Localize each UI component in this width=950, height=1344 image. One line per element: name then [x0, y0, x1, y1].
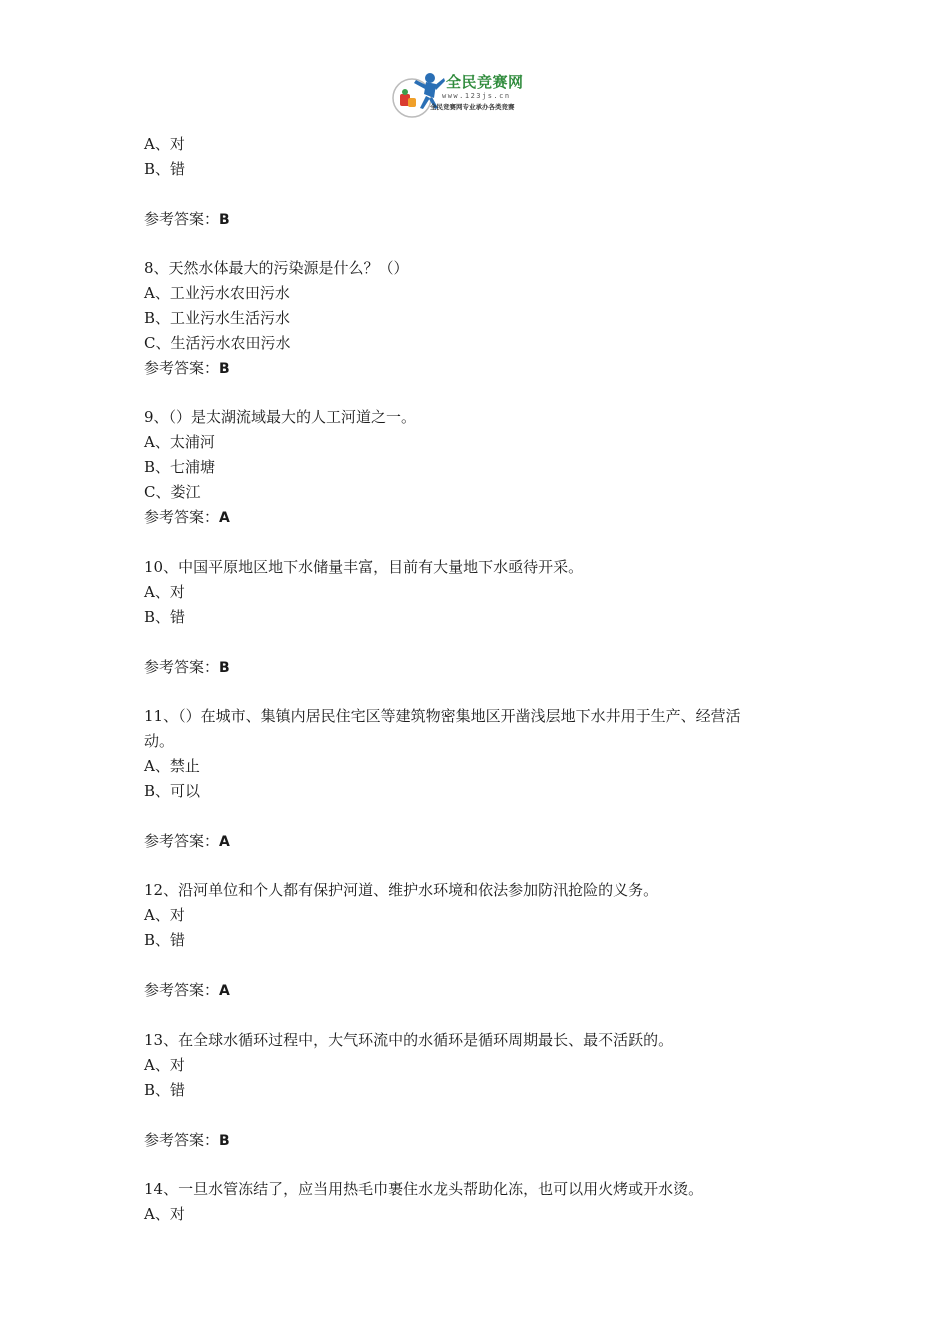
answer-label: 参考答案：: [144, 210, 220, 228]
site-logo: [390, 68, 540, 122]
q9-option-a: A、太浦河: [144, 433, 215, 451]
q11-option-b: B、可以: [144, 782, 201, 800]
q9-option-c: C、娄江: [144, 483, 201, 501]
answer-line: [144, 209, 230, 230]
q11-answer: [144, 831, 230, 852]
question-8: 8、天然水体最大的污染源是什么？（）: [144, 259, 409, 277]
question-11-line-1: 11、（）在城市、集镇内居民住宅区等建筑物密集地区开凿浅层地下水井用于生产、经营活: [144, 707, 741, 725]
question-9: 9、（）是太湖流域最大的人工河道之一。: [144, 408, 417, 426]
answer-label: 参考答案：: [144, 359, 220, 377]
q13-answer: [144, 1130, 230, 1151]
q8-option-a: A、工业污水农田污水: [144, 284, 290, 302]
answer-value: A: [219, 510, 230, 526]
q9-option-b: B、七浦塘: [144, 458, 216, 476]
question-11-line-2: 动。: [144, 732, 175, 750]
answer-value: B: [219, 361, 230, 377]
answer-label: 参考答案：: [144, 658, 220, 676]
question-13: 13、在全球水循环过程中，大气环流中的水循环是循环周期最长、最不活跃的。: [144, 1031, 674, 1049]
option-b: B、错: [144, 160, 186, 178]
answer-label: 参考答案：: [144, 1131, 220, 1149]
answer-label: 参考答案：: [144, 508, 220, 526]
answer-value: B: [219, 1133, 230, 1149]
logo-url: www.123js.cn: [442, 92, 511, 100]
q12-option-b: B、错: [144, 931, 186, 949]
question-12: 12、沿河单位和个人都有保护河道、维护水环境和依法参加防汛抢险的义务。: [144, 881, 659, 899]
q13-option-a: A、对: [144, 1056, 185, 1074]
q10-option-a: A、对: [144, 583, 185, 601]
q10-option-b: B、错: [144, 608, 186, 626]
q12-answer: [144, 980, 230, 1001]
q8-option-c: C、生活污水农田污水: [144, 334, 291, 352]
logo-name: 全民竞赛网: [446, 73, 524, 91]
q13-option-b: B、错: [144, 1081, 186, 1099]
logo-slogan: 全民竞赛网专业承办各类竞赛: [430, 103, 515, 111]
answer-label: 参考答案：: [144, 832, 220, 850]
question-14: 14、一旦水管冻结了，应当用热毛巾裹住水龙头帮助化冻，也可以用火烤或开水烫。: [144, 1180, 704, 1198]
option-a: A、对: [144, 135, 185, 153]
q11-option-a: A、禁止: [144, 757, 200, 775]
q8-option-b: B、工业污水生活污水: [144, 309, 291, 327]
q8-answer: [144, 358, 230, 379]
answer-value: B: [219, 212, 230, 228]
q12-option-a: A、对: [144, 906, 185, 924]
q10-answer: [144, 657, 230, 678]
answer-value: B: [219, 660, 230, 676]
q9-answer: [144, 507, 230, 528]
answer-label: 参考答案：: [144, 981, 220, 999]
logo-mascot-icon: [390, 68, 446, 122]
q14-option-a: A、对: [144, 1205, 185, 1223]
answer-value: A: [219, 834, 230, 850]
answer-value: A: [219, 983, 230, 999]
question-10: 10、中国平原地区地下水储量丰富，目前有大量地下水亟待开采。: [144, 558, 584, 576]
